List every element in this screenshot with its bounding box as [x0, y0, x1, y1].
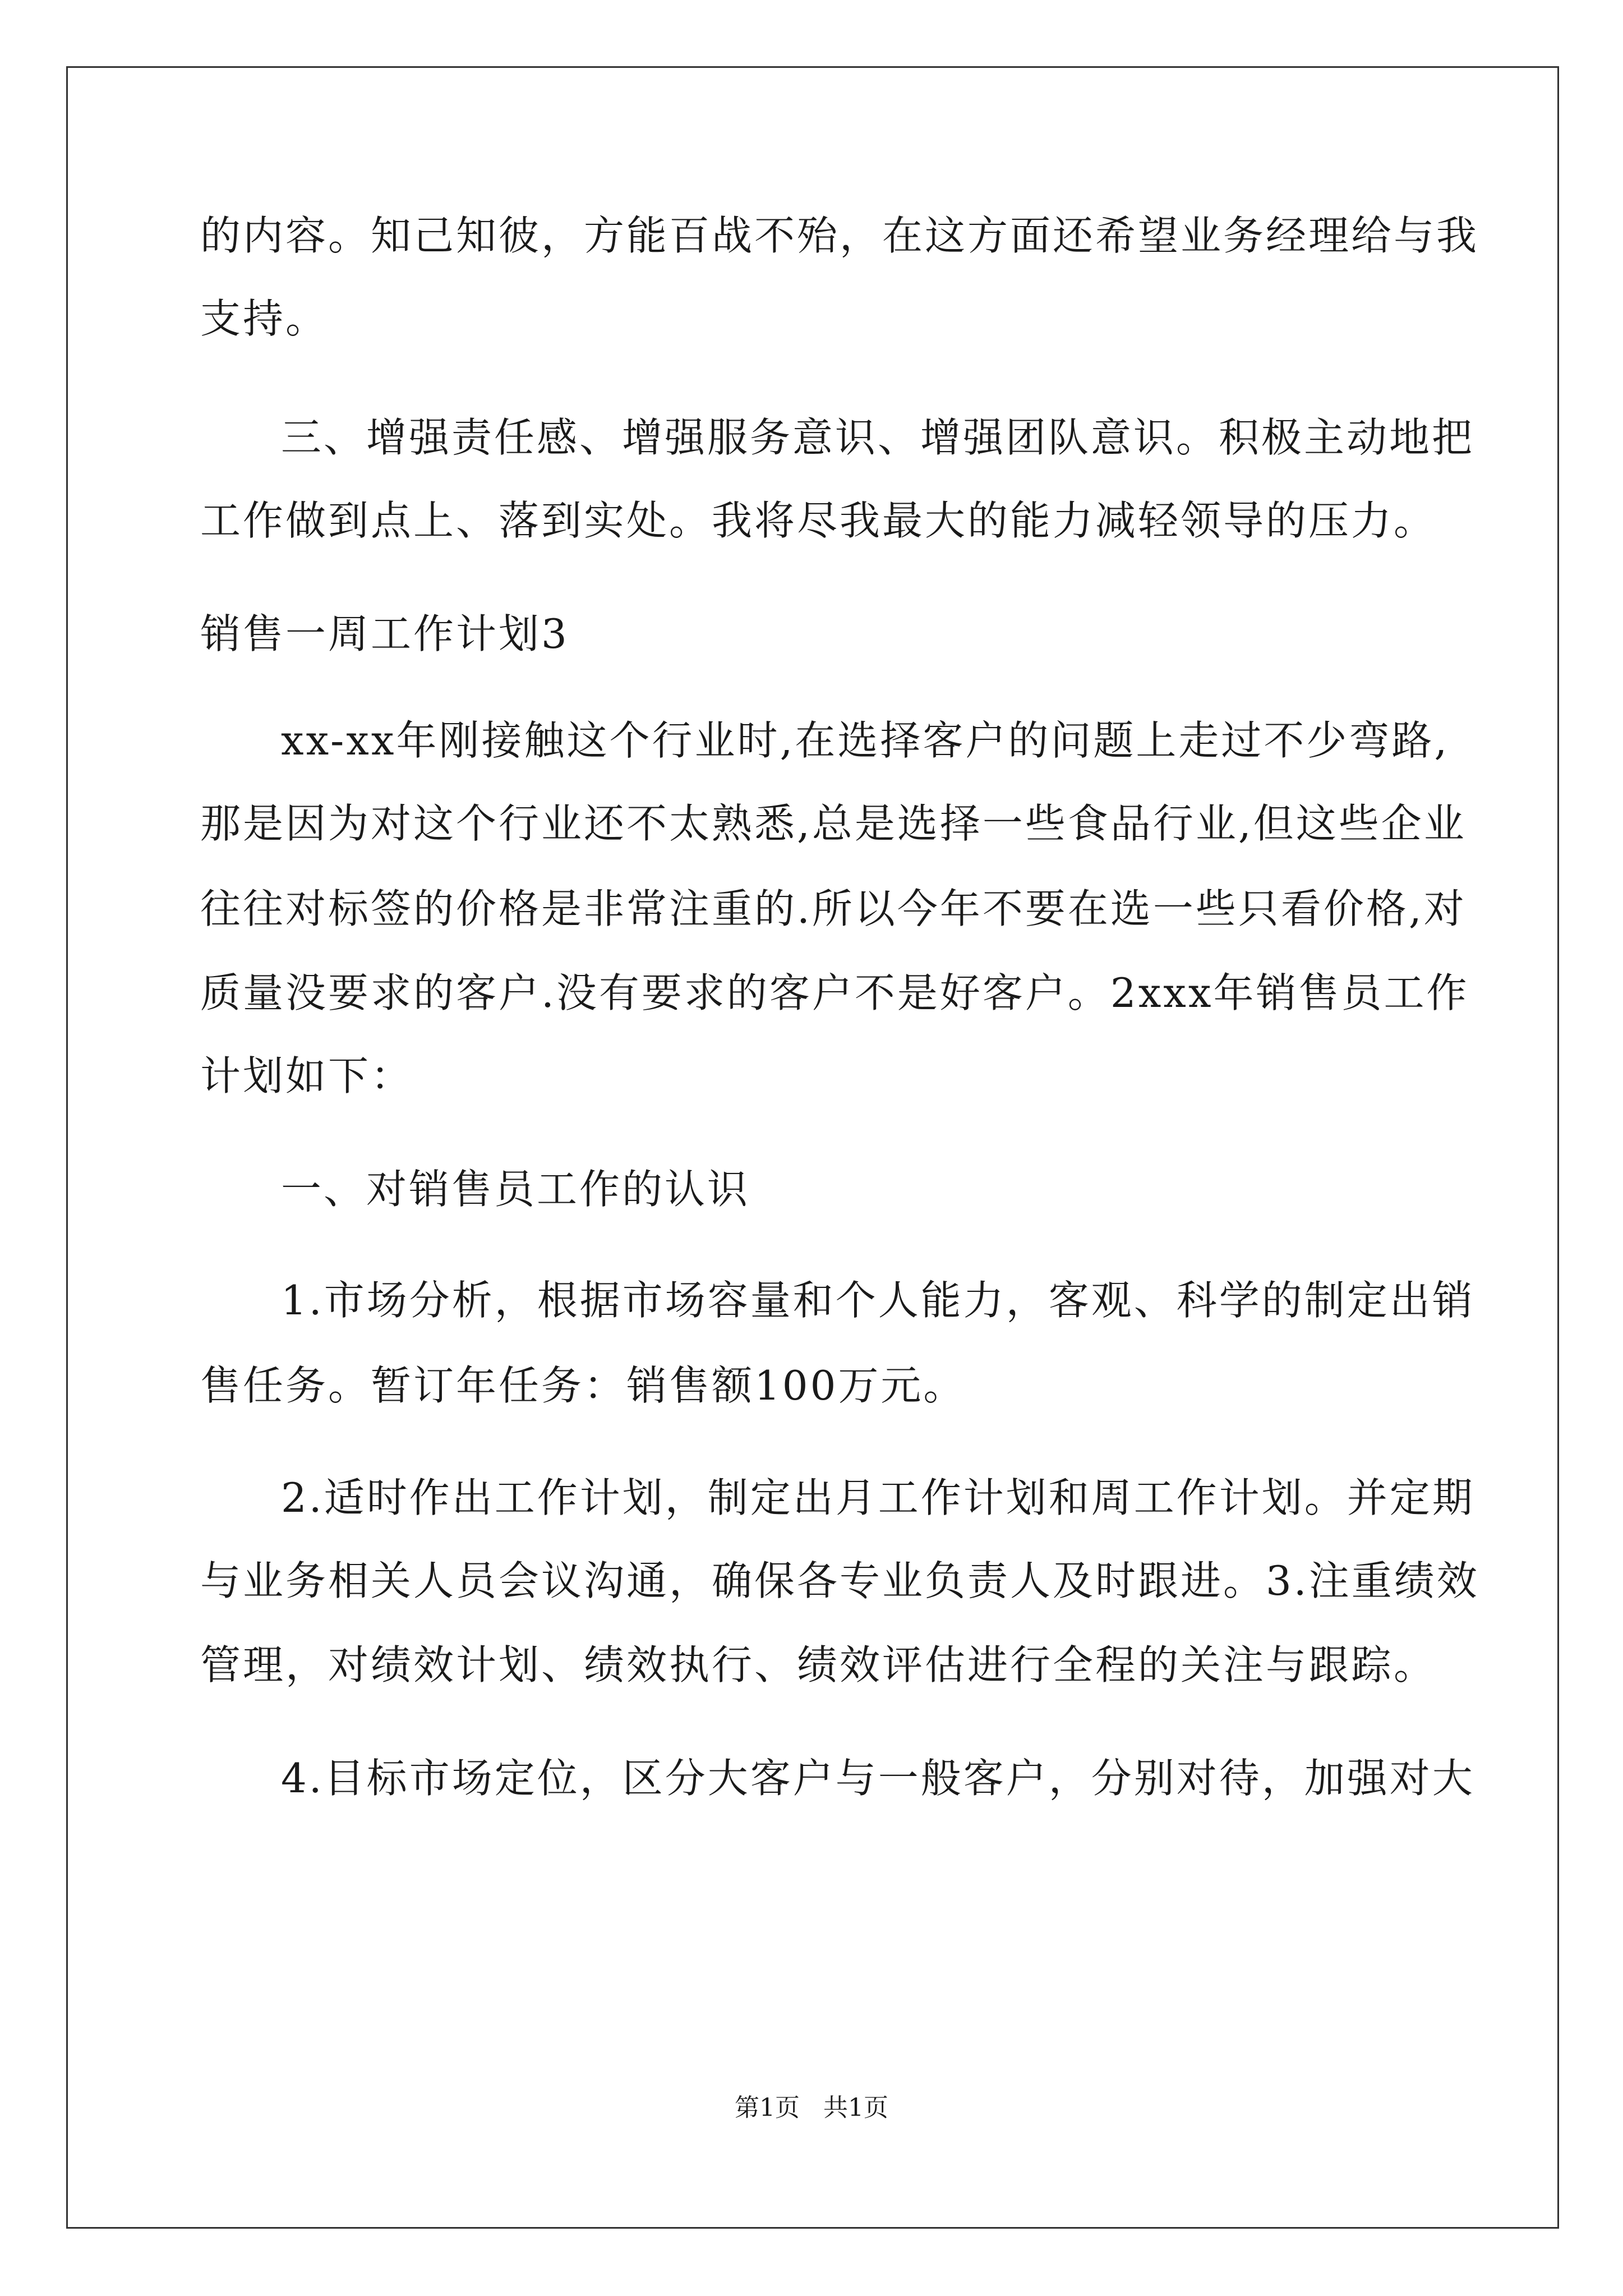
paragraph-line: 与业务相关人员会议沟通，确保各专业负责人及时跟进。3.注重绩效 [200, 1557, 1479, 1604]
section-heading: 销售一周工作计划3 [200, 610, 569, 657]
paragraph-line: 那是因为对这个行业还不太熟悉,总是选择一些食品行业,但这些企业 [200, 800, 1467, 847]
paragraph-line: 管理，对绩效计划、绩效执行、绩效评估进行全程的关注与跟踪。 [200, 1641, 1437, 1688]
paragraph-line: 支持。 [200, 295, 329, 342]
paragraph-line: 三、增强责任感、增强服务意识、增强团队意识。积极主动地把 [281, 414, 1475, 461]
paragraph-line: 质量没要求的客户.没有要求的客户不是好客户。2xxx年销售员工作 [200, 969, 1469, 1016]
paragraph-line: 2.适时作出工作计划，制定出月工作计划和周工作计划。并定期 [281, 1474, 1475, 1521]
paragraph-line: 售任务。暂订年任务：销售额100万元。 [200, 1362, 966, 1409]
paragraph-line: 计划如下： [200, 1052, 414, 1099]
page-number-current: 第1页 [735, 2093, 800, 2122]
paragraph-line: 的内容。知己知彼，方能百战不殆，在这方面还希望业务经理给与我 [200, 212, 1479, 259]
paragraph-line: 4.目标市场定位，区分大客户与一般客户，分别对待，加强对大 [281, 1755, 1475, 1802]
paragraph-line: 1.市场分析，根据市场容量和个人能力，客观、科学的制定出销 [281, 1277, 1475, 1324]
page-border [66, 66, 1559, 2229]
paragraph-line: 往往对标签的价格是非常注重的.所以今年不要在选一些只看价格,对 [200, 885, 1467, 932]
paragraph-line: 工作做到点上、落到实处。我将尽我最大的能力减轻领导的压力。 [200, 497, 1437, 544]
page-footer [0, 2091, 1623, 2125]
subheading: 一、对销售员工作的认识 [281, 1166, 750, 1213]
page-number-total: 共1页 [823, 2093, 888, 2122]
paragraph-line: xx-xx年刚接触这个行业时,在选择客户的问题上走过不少弯路, [281, 717, 1450, 764]
